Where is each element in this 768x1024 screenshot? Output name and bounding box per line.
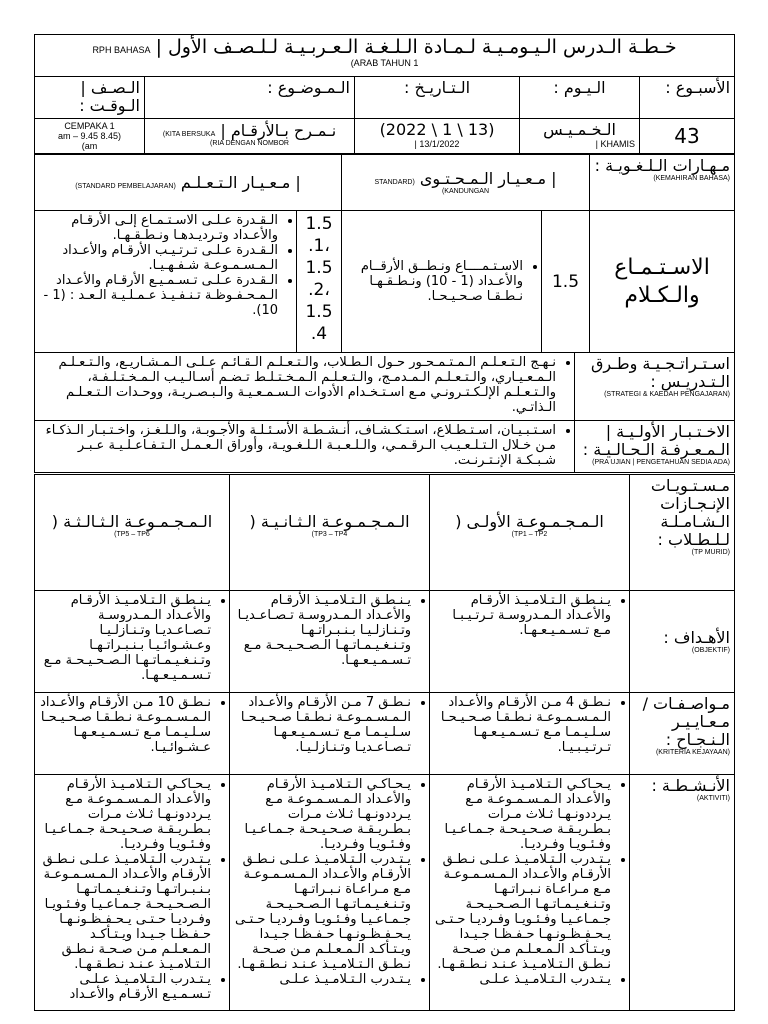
learning-num: .1، (308, 236, 330, 256)
objective-group-1 (430, 591, 630, 693)
skills-header (590, 155, 735, 211)
criteria-item: • نـطـق 4 مـن الأرقـام والأعـداد الـمـسـمـوعـة نـطـقـا صـحـيـحـا سـلـيـمـا مـع تـسـمـيـعـهـا تـرتـيـبـيـا. (434, 695, 611, 755)
group-1-header (430, 475, 630, 591)
strategy-label: اسـتـراتـجـيـة وطـرق الـتـدريـس : (590, 354, 730, 391)
learning-std-label: مـعـيـار الـتـعـلـم | (180, 173, 301, 192)
pretest-label: الاخـتـبـار الأولـيـة | الـمـعـرفـة الـحـالـيـة : (582, 422, 730, 459)
date-ar: (2022 \ 1 \ 13) (379, 120, 495, 139)
activities-label-cell (630, 775, 735, 1011)
content-std-number: 1.5 (542, 211, 590, 353)
groups-label: مـسـتـويـات الإنـجـازات الـشـامـلـة لـلـطـلاب : (650, 476, 730, 549)
standards-table (34, 154, 735, 353)
title-latin: RPH BAHASA (92, 45, 151, 55)
activities-group-3 (35, 775, 230, 1011)
learning-std-header (35, 155, 342, 211)
learning-num: 1.5 (305, 214, 333, 234)
criteria-label: مـواصـفـات / مـعـايـيـر الـنـجـاح : (642, 694, 730, 749)
content-std-latin: STANDARD) (374, 179, 415, 186)
activity-item: • يـتـدرب الـتـلامـيـذ عـلـى (434, 972, 611, 987)
objective-item: • يـنـطـق الـتـلامـيـذ الأرقـام والأعـداد الـمـدروسـة تـصـاعـديـا وتـنـازلـيـا بـنـبـراتـهـا وتـنـغـيـمـاتـهـا الـصـحـيـحـة مـع تـسـمـيـعـهـا. (234, 593, 411, 668)
skills-label: مـهـارات الـلـغـويـة : (594, 156, 731, 175)
strategy-table (34, 352, 735, 473)
content-std-label: مـعـيـار الـمـحـتـوى | (419, 169, 557, 188)
criteria-label-cell (630, 693, 735, 775)
page-title: خـطـة الـدرس الـيـومـيـة لـمـادة الـلـغـة الـعـربـيـة لـلـصـف الأول | (155, 36, 677, 58)
strategy-latin: (STRATEGI & KAEDAH PENGAJARAN) (604, 391, 730, 398)
date-label: : الـتـاريـخ (355, 77, 520, 119)
group-2-tp: (TP3 – TP4 (311, 531, 348, 538)
objectives-latin: (OBJEKTIF) (691, 646, 730, 654)
class-time-label: الـصـف | الـوقـت : (35, 77, 145, 119)
topic-label: الـمـوضـوع : (145, 77, 355, 119)
objective-item: • يـنـطـق الـتـلامـيـذ الأرقـام والأعـداد الـمـدروسـة تـرتـيـبـا مـع تـسـمـيـعـهـا. (434, 593, 611, 638)
group-2-name: الـمـجـمـوعـة الـثـانـيـة ( (249, 512, 410, 531)
criteria-group-1 (430, 693, 630, 775)
group-3-header (35, 475, 230, 591)
criteria-latin: (KRITERIA KEJAYAAN) (655, 749, 730, 756)
content-std-header (342, 155, 590, 211)
criteria-group-3 (35, 693, 230, 775)
pretest-latin: (PRA UJIAN | PENGETAHUAN SEDIA ADA) (592, 459, 730, 466)
topic-latin-2: (RIA DENGAN NOMBOR (210, 140, 289, 147)
criteria-item: • نـطـق 10 مـن الأرقـام والأعـداد الـمـسـمـوعـة نـطـقـا صـحـيـحـا سـلـيـمـا مـع تـسـمـيـعـهـا عـشـوائـيـا. (39, 695, 211, 755)
pretest-label-cell (575, 421, 735, 473)
week-value: 43 (640, 119, 735, 154)
pretest-text: • اسـتـبـيـان، اسـتـطـلاع، اسـتـكـشـاف، أنـشـطـة الأسـئـلـة والأجـوبـة، والـلـغـز، واخـتـبـار الـذكـاء مـن خـلال الـتـلـعـيـب الـرقـمـي، والـلـعـبـة الـلـغـويـة، وأوراق الـعـمـل الـتـفـاعـلـيـة عـبـر شـبـكـة الإنـتـرنـت. (39, 423, 556, 468)
content-item: • الاسـتـمــــاع ونـطــق الأرقــام والأعـداد (1 - 10) ونـطـقـهـا نـطـقـا صـحـيـحـا. (346, 259, 523, 304)
date-latin: | 13/1/2022 (414, 139, 460, 149)
objectives-label: الأهـداف : (663, 627, 730, 647)
learning-item: • الـقـدرة عـلـى تـسـمـيـع الأرقـام والأعـداد الـمـحـفـوظـة تـنـفـيـذ عـمـلـيـة الـعـد : (1 - 10). (39, 273, 278, 318)
learning-num: .4 (310, 324, 328, 344)
pretest-text-cell (35, 421, 575, 473)
learning-item: • الـقـدرة عـلـى تـرتـيـب الأرقـام والأعـداد الـمـسـمـوعـة شـفـهـيـا. (39, 243, 278, 273)
groups-table (34, 474, 735, 1011)
skills-latin: (KEMAHIRAN BAHASA) (653, 175, 731, 182)
class-name: CEMPAKA 1 (64, 121, 115, 131)
activity-item: • يـتـدرب الـتـلامـيـذ عـلـى نـطـق الأرقـام والأعـداد الـمـسـمـوعـة بـنـبـراتـهـا وتـنـغـيـمـاتـهـا الـصـحـيـحـة جـمـاعـيـا وفـئـويـا وفـرديـا حـتـى يـحـفـظـونـهـا حـفـظـا جـيـدا ويـتـأكـد الـمـعـلـم مـن صـحـة نـطـق الـتـلامـيـذ عـنـد نـطـقـهـا. (39, 852, 211, 972)
learning-num: 1.5 (305, 302, 333, 322)
activity-item: • يـتـدرب الـتـلامـيـذ عـلـى نـطـق الأرقـام والأعـداد الـمـسـمـوعـة مـع مـراعـاة نـبـراتـهـا وتـنـغـيـمـاتـهـا الـصـحـيـحـة جـمـاعـيـا وفـئـويـا وفـرديـا حـتـى يـحـفـظـونـهـا حـفـظـا جـيـدا ويـتـأكـد الـمـعـلـم مـن صـحـة نـطـق الـتـلامـيـذ عـنـد نـطـقـهـا. (234, 852, 411, 972)
strategy-text: • نـهـج الـتـعـلـم الـمـتـمـحـور حـول الـطـلاب، والـتـعـلـم الـقـائـم عـلـى الـمـشـاريـع، والـتـعـلـم الـمـعـيـاري، والـتـعـلـم الـمـدمـج، والـتـعـلـم الـمـخـتـلـط تـضـم أسـالـيـب الـمـخـتـلـفـة، والـتـعـلـم الإلـكـتـرونـي مـع اسـتـخـدام الأدوات الـسـمـعـيـة والـبـصـريـة، ووحـدات الـتـعـلـم الـذاتـي. (39, 355, 556, 415)
learning-std-latin: (STANDARD PEMBELAJARAN) (75, 183, 176, 190)
objective-group-2 (230, 591, 430, 693)
learning-std-items (35, 211, 297, 353)
day-latin: | KHAMIS (595, 139, 635, 149)
day-label: : الـيـوم (520, 77, 640, 119)
title-cell (35, 35, 735, 77)
groups-latin: (TP MURID) (691, 549, 730, 556)
activity-item: • يـتـدرب الـتـلامـيـذ عـلـى (234, 972, 411, 987)
group-1-name: الـمـجـمـوعـة الأولـى ( (455, 512, 604, 531)
strategy-text-cell (35, 353, 575, 421)
class-time: am – 9.45 8.45) (57, 131, 122, 141)
title-latin-2: (ARAB TAHUN 1 (350, 58, 419, 68)
day-ar: الـخـمـيـس (543, 120, 616, 139)
learning-num: .2، (308, 280, 330, 300)
objectives-label-cell (630, 591, 735, 693)
skill-name: الاسـتـمـاع والـكـلام (590, 211, 735, 353)
group-3-name: الـمـجـمـوعـة الـثـالـثـة ( (51, 512, 213, 531)
groups-label-cell (630, 475, 735, 591)
strategy-label-cell (575, 353, 735, 421)
activity-item: • يـحـاكـي الـتـلامـيـذ الأرقـام والأعـداد الـمـسـمـوعـة مـع يـرددونـهـا ثـلاث مـرات بـطـريـقـة صـحـيـحـة جـمـاعـيـا وفـئـويـا وفـرديـا. (434, 777, 611, 852)
criteria-item: • نـطـق 7 مـن الأرقـام والأعـداد الـمـسـمـوعـة نـطـقـا صـحـيـحـا سـلـيـمـا مـع تـسـمـيـعـهـا تـصـاعـديـا وتـنـازلـيـا. (234, 695, 411, 755)
content-std-text (342, 211, 542, 353)
activity-item: • يـتـدرب الـتـلامـيـذ عـلـى نـطـق الأرقـام والأعـداد الـمـسـمـوعـة مـع مـراعـاة نـبـراتـهـا وتـنـغـيـمـاتـهـا الـصـحـيـحـة جـمـاعـيـا وفـئـويـا وفـرديـا حـتـى يـحـفـظـونـهـا حـفـظـا جـيـدا ويـتـأكـد الـمـعـلـم مـن صـحـة نـطـق الـتـلامـيـذ عـنـد نـطـقـهـا. (434, 852, 611, 972)
group-2-header (230, 475, 430, 591)
activities-latin: (AKTIVITI) (696, 795, 730, 802)
objective-group-3 (35, 591, 230, 693)
activities-group-2 (230, 775, 430, 1011)
activity-item: • يـحـاكـي الـتـلامـيـذ الأرقـام والأعـداد الـمـسـمـوعـة مـع يـرددونـهـا ثـلاث مـرات بـطـريـقـة صـحـيـحـة جـمـاعـيـا وفـئـويـا وفـرديـا. (234, 777, 411, 852)
learning-item: • الـقـدرة عـلـى الاسـتـمـاع إلـى الأرقـام والأعـداد وتـرديـدهـا ونـطـقـهـا. (39, 213, 278, 243)
objective-item: • يـنـطـق الـتـلامـيـذ الأرقـام والأعـداد الـمـدروسـة تـصـاعـديـا وتـنـازلـيـا وعـشـوائـيـا بـنـبـراتـهـا وتـنـغـيـمـاتـهـا الـصـحـيـحـة مـع تـسـمـيـعـهـا. (39, 593, 211, 683)
class-time-suffix: (am (81, 141, 98, 151)
day-value (520, 119, 640, 154)
activities-group-1 (430, 775, 630, 1011)
learning-num: 1.5 (305, 258, 333, 278)
activity-item: • يـحـاكـي الـتـلامـيـذ الأرقـام والأعـداد الـمـسـمـوعـة مـع يـرددونـهـا ثـلاث مـرات بـطـريـقـة صـحـيـحـة جـمـاعـيـا وفـئـويـا وفـرديـا. (39, 777, 211, 852)
group-3-tp: (TP5 – TP6 (114, 531, 150, 538)
group-1-tp: (TP1 – TP2 (511, 531, 548, 538)
class-time-value (35, 119, 145, 154)
topic-latin: KITA BERSUKA) (162, 131, 216, 138)
learning-std-numbers (297, 211, 342, 353)
week-label: الأسبـوع : (640, 77, 735, 119)
activities-label: الأنـشـطـة : (651, 776, 730, 795)
topic-ar: نـمـرح بـالأرقـام | (220, 121, 337, 140)
date-value (355, 119, 520, 154)
activity-item: • يـتـدرب الـتـلامـيـذ عـلـى تـسـمـيـع الأرقـام والأعـداد (39, 972, 211, 1002)
topic-value (145, 119, 355, 154)
lesson-plan-header (34, 34, 735, 154)
content-std-latin-2: (KANDUNGAN (441, 188, 490, 195)
criteria-group-2 (230, 693, 430, 775)
